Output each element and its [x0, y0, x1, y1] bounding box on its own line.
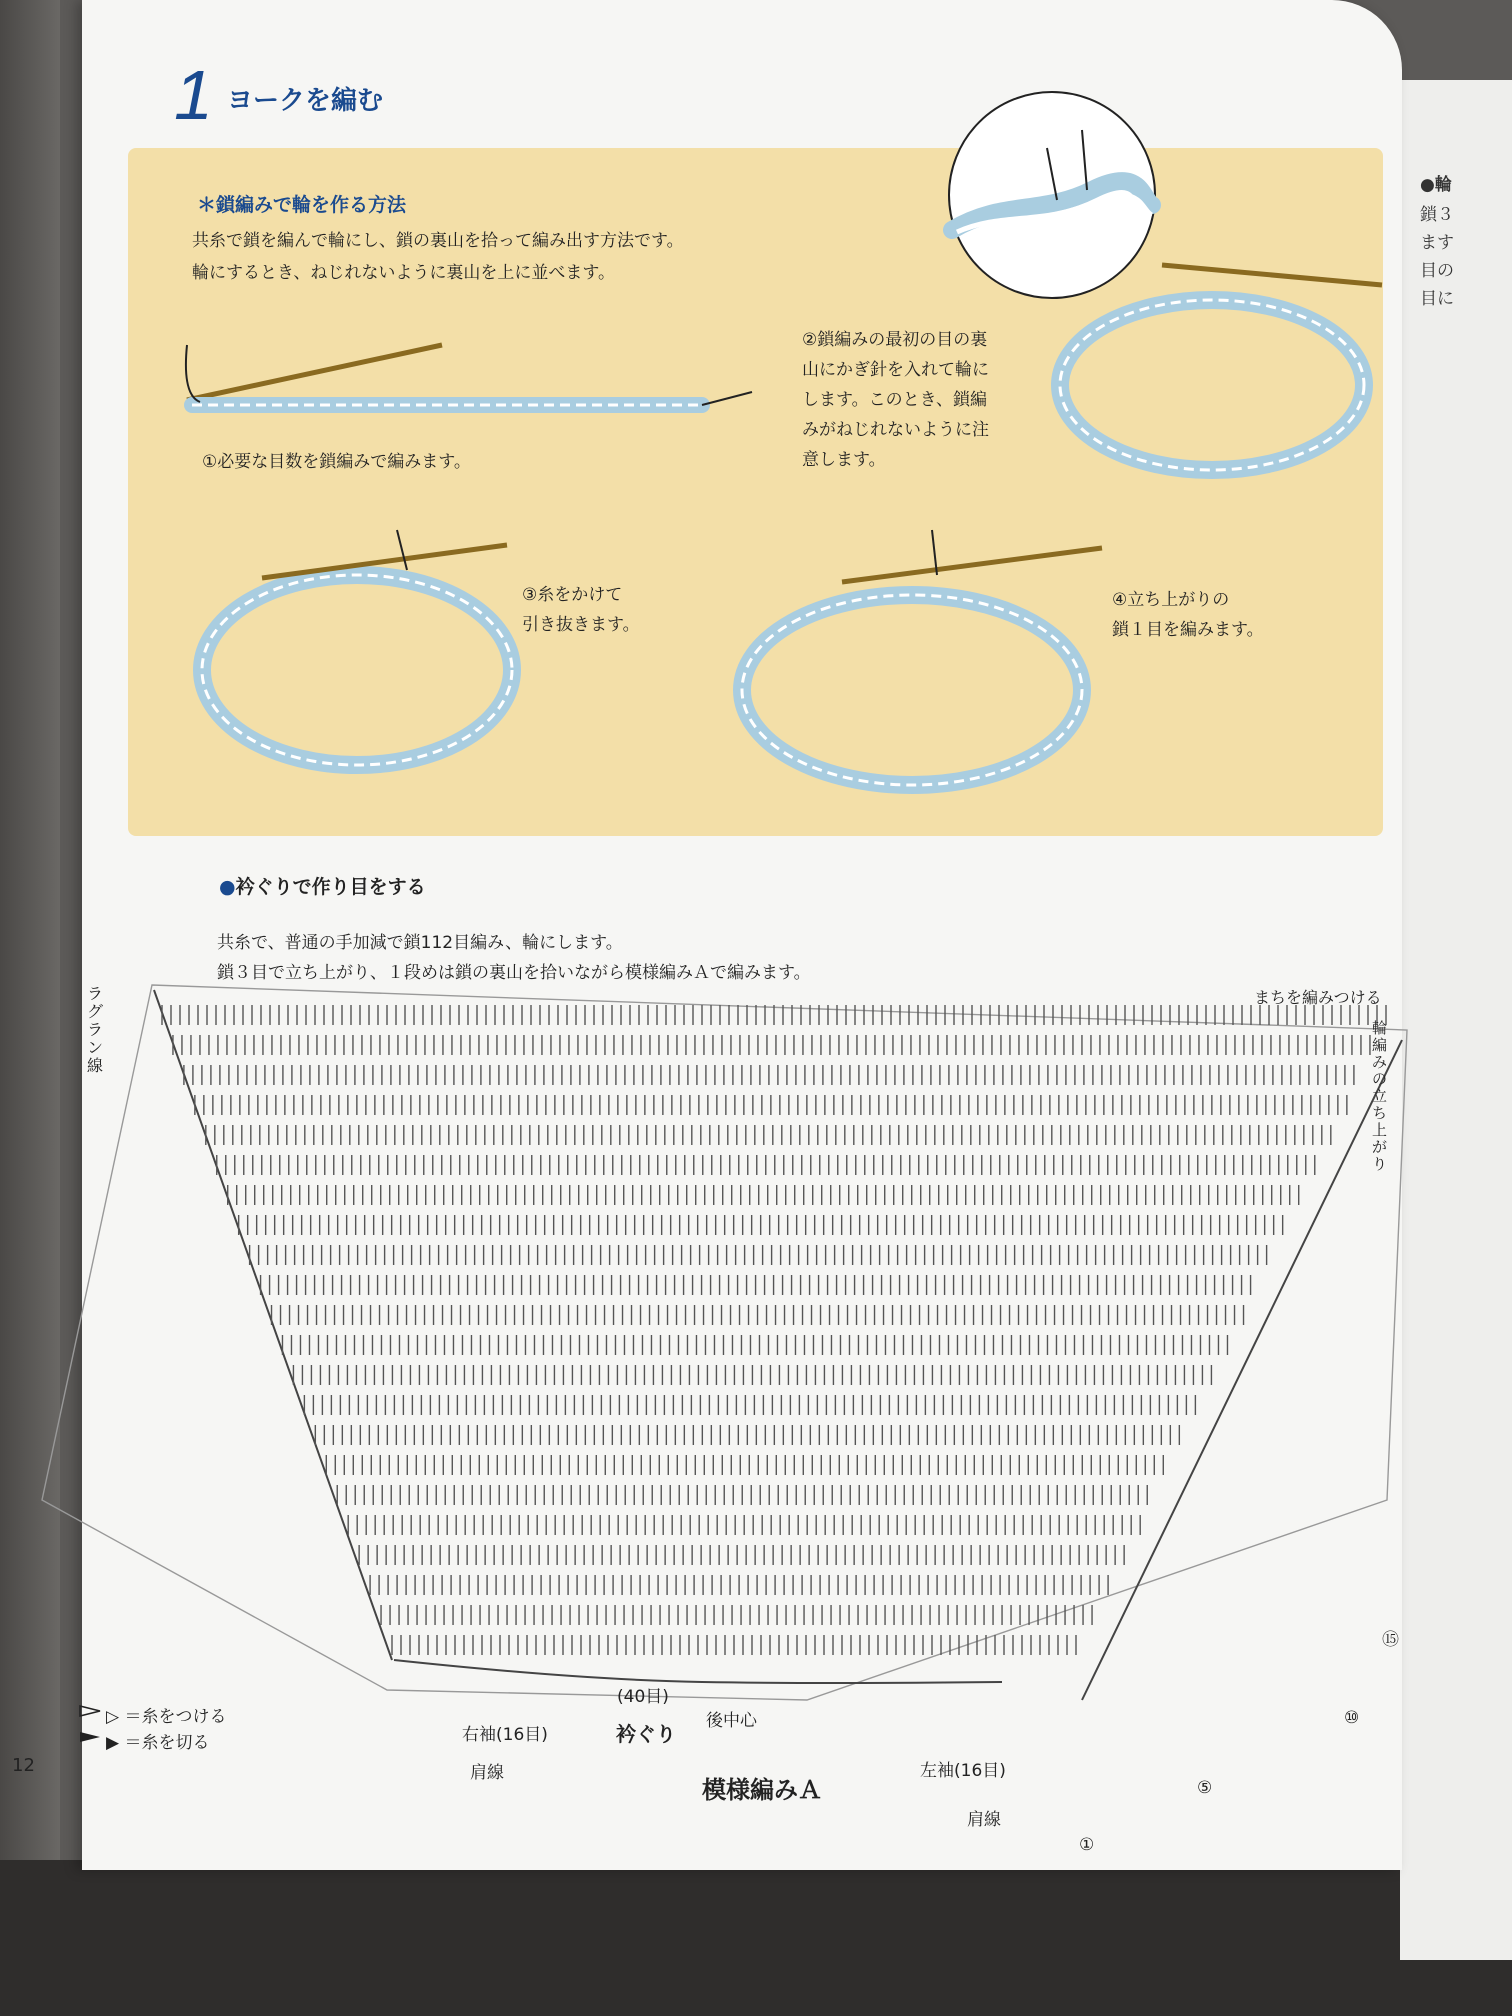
step4-caption: ④立ち上がりの 鎖１目を編みます。 [1112, 590, 1264, 640]
back-center-label: 後中心 [706, 1711, 757, 1731]
left-sleeve-label: 左袖(16目) [920, 1761, 1006, 1781]
chart-rows [162, 1005, 1386, 1655]
legend-attach: ▷ ＝糸をつける [106, 1707, 227, 1727]
crochet-chart [42, 985, 1407, 1700]
section-text: 共糸で、普通の手加減で鎖112目編み、輪にします。 [217, 933, 623, 953]
step1-caption: ①必要な目数を鎖編みで編みます。 [202, 452, 471, 472]
raglan-label: ラグラン線 [87, 984, 104, 1075]
ring-start-label: 輪編みの立ち上がり [1372, 1019, 1388, 1173]
legend-cut: ▶ ＝糸を切る [106, 1733, 210, 1753]
attach-yarn-icon [80, 1706, 100, 1716]
pattern-name: 模様編みＡ [702, 1776, 822, 1804]
next-page-text: ます [1420, 233, 1454, 253]
row-mark-10: ⑩ [1344, 1708, 1360, 1728]
shoulder-line-label: 肩線 [470, 1763, 504, 1783]
next-page-text: ●輪 [1420, 175, 1452, 195]
next-page-text: 鎖３ [1420, 205, 1454, 225]
gusset-label: まちを編みつける [1254, 988, 1382, 1007]
page-number: 12 [12, 1755, 35, 1776]
section-title [219, 872, 426, 899]
panel-text: 共糸で鎖を編んで輪にし、鎖の裏山を拾って編み出す方法です。 [192, 231, 684, 251]
row-mark-5: ⑤ [1197, 1778, 1213, 1798]
next-page-text: 目に [1420, 289, 1454, 309]
next-page-edge [1400, 80, 1512, 1960]
ring-illustration [202, 530, 512, 765]
ring-illustration [742, 530, 1102, 785]
row-mark-15: ⑮ [1382, 1630, 1399, 1650]
background-bottom [0, 1860, 1512, 2016]
step-title: ヨークを編む [227, 86, 384, 116]
panel-title: ＊鎖編みで輪を作る方法 [197, 194, 407, 216]
step-number: 1 [174, 56, 213, 134]
magnifier-illustration [949, 92, 1155, 298]
row-mark-1: ① [1079, 1835, 1095, 1855]
next-page-text: 目の [1420, 261, 1454, 281]
back-count-label: (40目) [617, 1687, 669, 1707]
bullet-icon: ● [219, 876, 236, 898]
book-page [12, 0, 1402, 1870]
cut-yarn-icon [80, 1732, 100, 1742]
step2-caption: ②鎖編みの最初の目の裏 山にかぎ針を入れて輪に します。このとき、鎖編 みがねじれないように注 意します。 [802, 330, 989, 470]
ring-illustration [1060, 265, 1382, 470]
step3-caption: ③糸をかけて 引き抜きます。 [522, 585, 640, 635]
neckline-label: 衿ぐり [616, 1722, 676, 1746]
chain-illustration [186, 345, 752, 405]
section-title-text: 衿ぐりで作り目をする [235, 876, 426, 898]
panel-text: 輪にするとき、ねじれないように裏山を上に並べます。 [192, 263, 615, 283]
right-sleeve-label: 右袖(16目) [462, 1725, 548, 1745]
section-text: 鎖３目で立ち上がり、１段めは鎖の裏山を拾いながら模様編みＡで編みます。 [217, 963, 811, 983]
shoulder-line-label: 肩線 [967, 1810, 1001, 1830]
background-left [0, 0, 60, 1900]
